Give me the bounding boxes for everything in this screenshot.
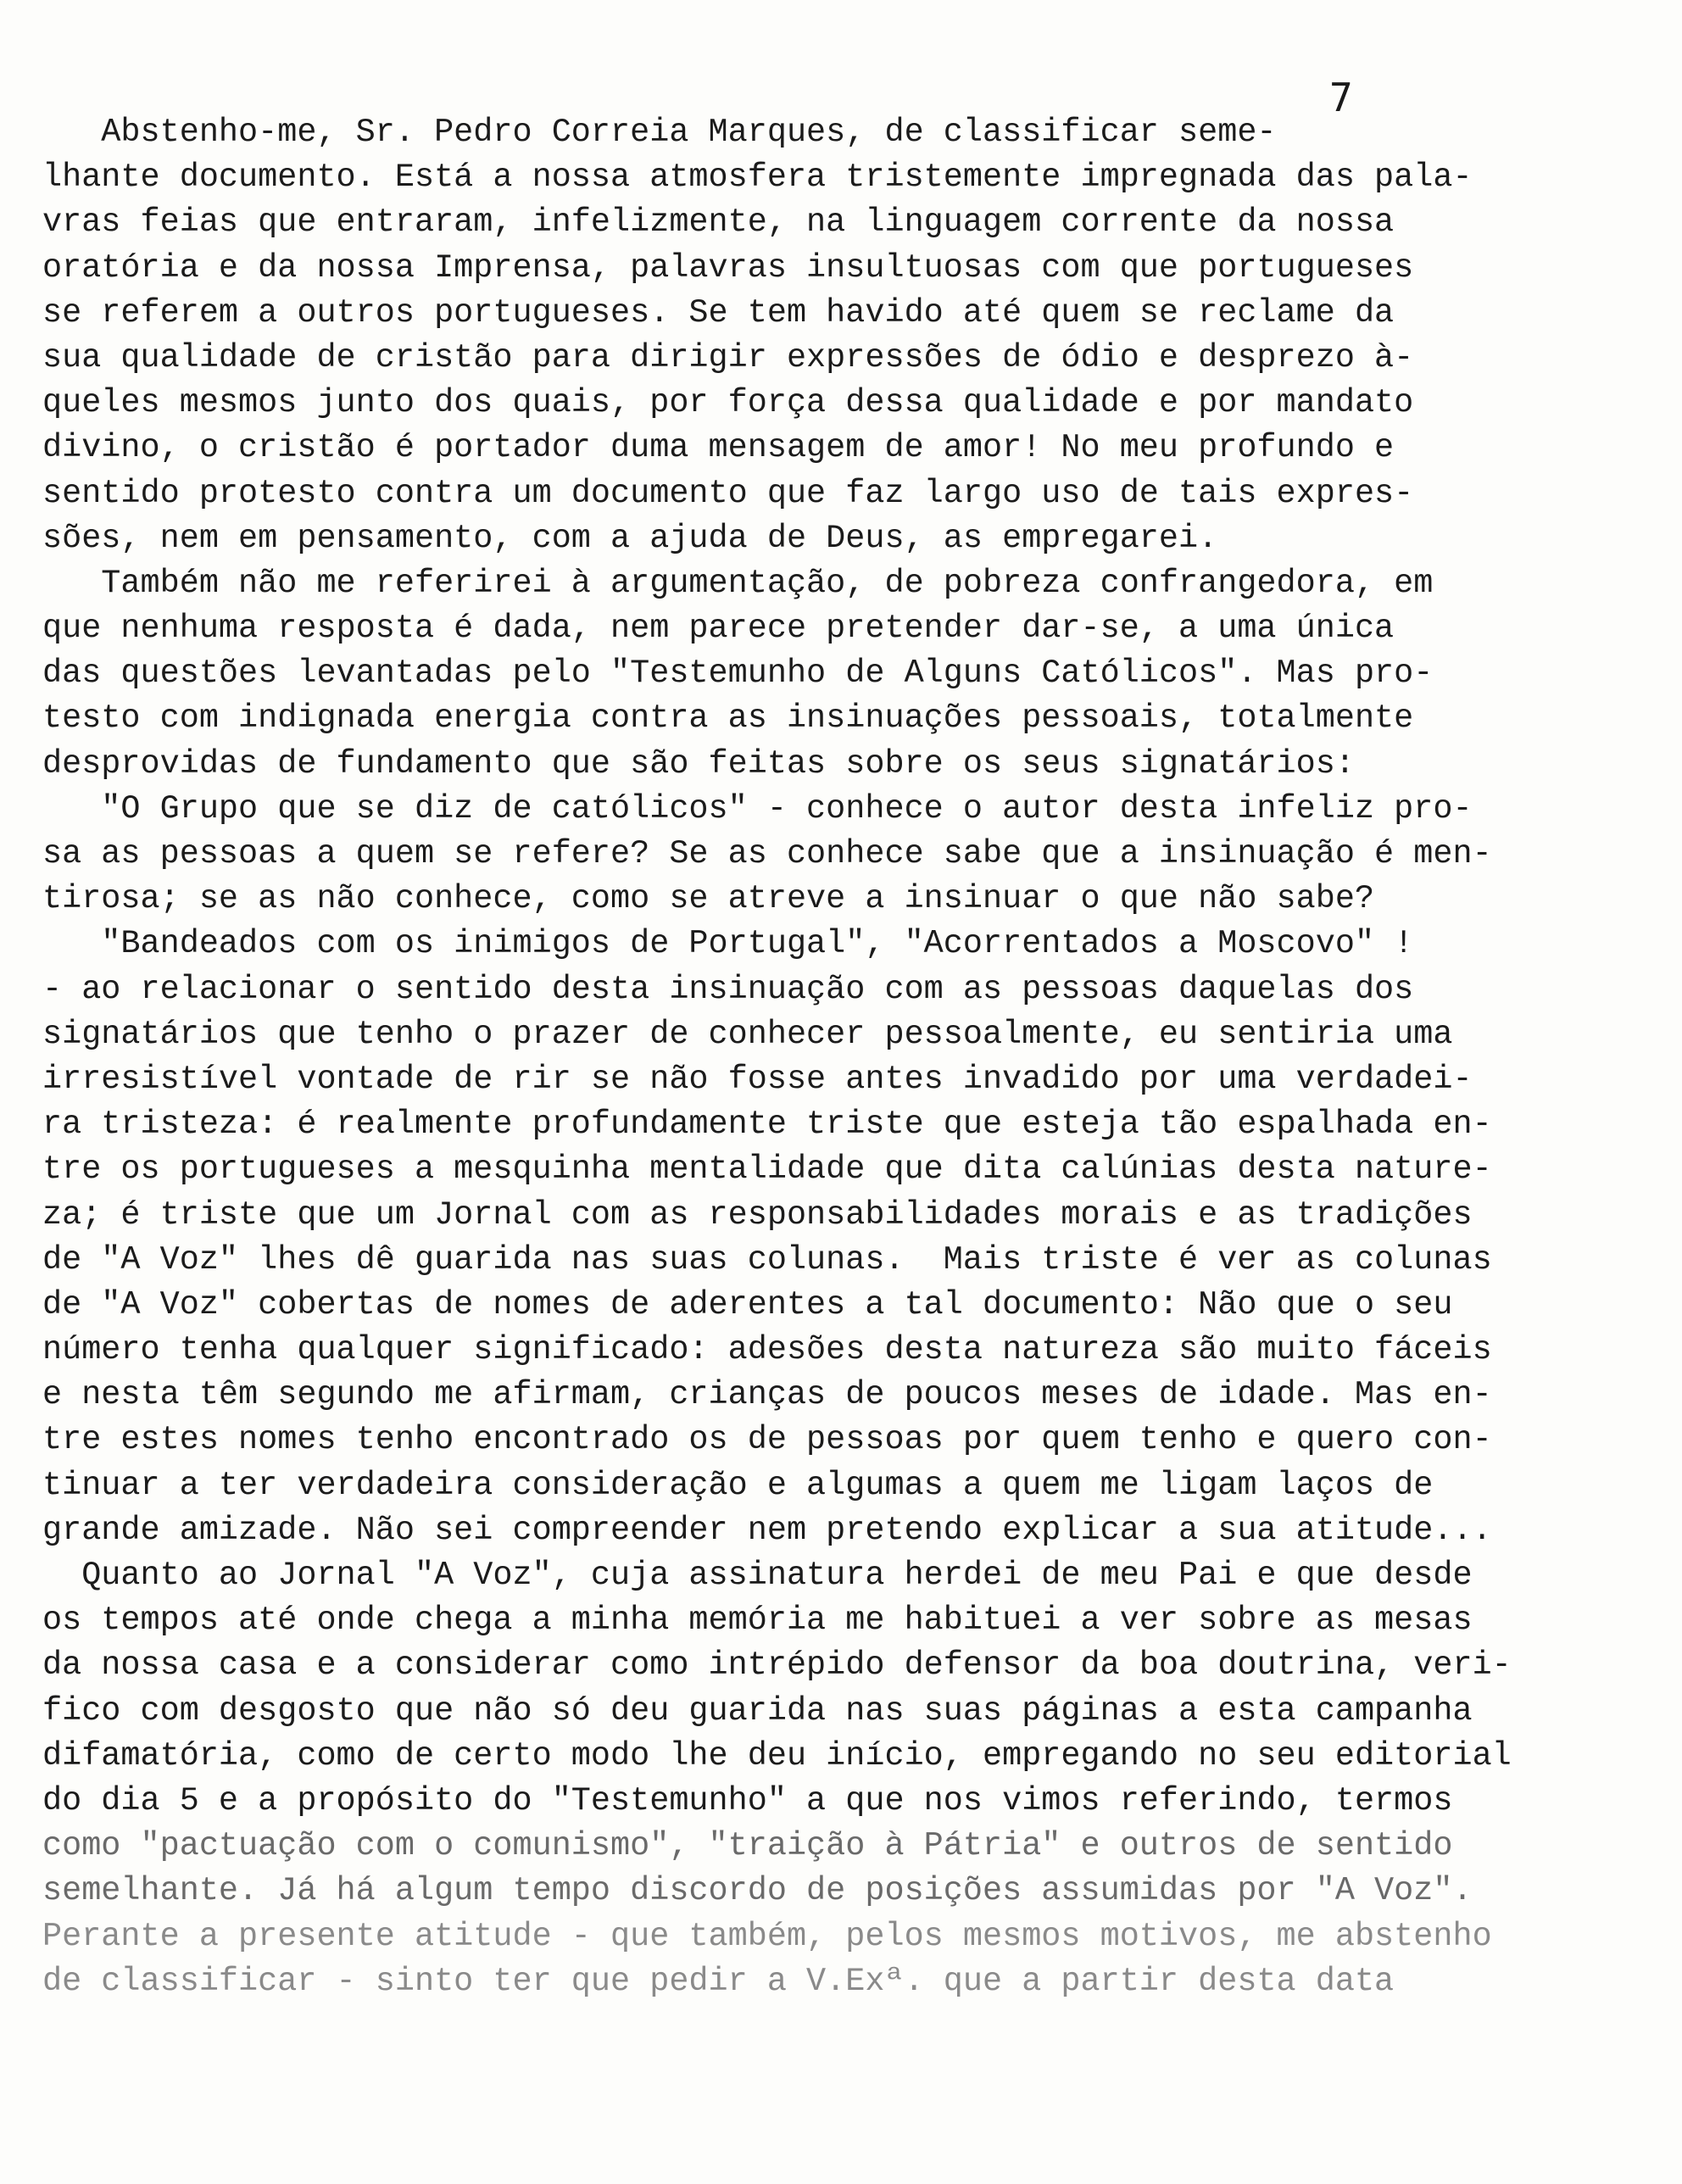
text-line: os tempos até onde chega a minha memória me habituei a ver sobre as mesas [42, 1602, 1473, 1640]
text-line: Perante a presente atitude - que também, pelos mesmos motivos, me abstenho [42, 1917, 1492, 1955]
text-line: sões, nem em pensamento, com a ajuda de Deus, as empregarei. [42, 519, 1218, 557]
text-line: queles mesmos junto dos quais, por força dessa qualidade e por mandato [42, 384, 1414, 422]
text-line: - ao relacionar o sentido desta insinuação com as pessoas daquelas dos [42, 970, 1414, 1008]
page-number: 7 [1329, 75, 1353, 120]
text-line: "Bandeados com os inimigos de Portugal", "Acorrentados a Moscovo" ! [42, 925, 1414, 963]
text-line: divino, o cristão é portador duma mensagem de amor! No meu profundo e [42, 429, 1395, 467]
text-line: tre os portugueses a mesquinha mentalidade que dita calúnias desta nature- [42, 1150, 1492, 1189]
text-line: za; é triste que um Jornal com as responsabilidades morais e as tradições [42, 1195, 1473, 1234]
text-line: tinuar a ter verdadeira consideração e algumas a quem me ligam laços de [42, 1466, 1434, 1504]
text-line: desprovidas de fundamento que são feitas sobre os seus signatários: [42, 744, 1355, 783]
text-line: vras feias que entraram, infelizmente, na linguagem corrente da nossa [42, 203, 1395, 242]
text-line: irresistível vontade de rir se não fosse antes invadido por uma verdadei- [42, 1060, 1473, 1098]
text-line: fico com desgosto que não só deu guarida nas suas páginas a esta campanha [42, 1691, 1473, 1730]
text-line: Abstenho-me, Sr. Pedro Correia Marques, de classificar seme- [42, 114, 1277, 151]
text-line: se referem a outros portugueses. Se tem havido até quem se reclame da [42, 293, 1395, 332]
text-line: do dia 5 e a propósito do "Testemunho" a que nos vimos referindo, termos [42, 1781, 1453, 1819]
text-line: sentido protesto contra um documento que faz largo uso de tais expres- [42, 474, 1414, 512]
letter-body [42, 110, 1534, 2004]
text-line: lhante documento. Está a nossa atmosfera tristemente impregnada das pala- [42, 159, 1473, 197]
text-line: oratória e da nossa Imprensa, palavras insultuosas com que portugueses [42, 248, 1414, 287]
text-line: sa as pessoas a quem se refere? Se as conhece sabe que a insinuação é men- [42, 835, 1492, 872]
text-line: de "A Voz" cobertas de nomes de aderentes a tal documento: Não que o seu [42, 1285, 1453, 1323]
text-line: de "A Voz" lhes dê guarida nas suas colunas. Mais triste é ver as colunas [42, 1240, 1492, 1279]
text-line: sua qualidade de cristão para dirigir expressões de ódio e desprezo à- [42, 338, 1414, 376]
text-line: das questões levantadas pelo "Testemunho de Alguns Católicos". Mas pro- [42, 655, 1434, 693]
text-line: de classificar - sinto ter que pedir a V.Exª. que a partir desta data [42, 1962, 1395, 2000]
text-line: tirosa; se as não conhece, como se atreve a insinuar o que não sabe? [42, 880, 1375, 918]
text-line: como "pactuação com o comunismo", "traição à Pátria" e outros de sentido [42, 1827, 1453, 1865]
text-line: "O Grupo que se diz de católicos" - conhece o autor desta infeliz pro- [42, 789, 1473, 827]
text-line: da nossa casa e a considerar como intrépido defensor da boa doutrina, veri- [42, 1646, 1512, 1685]
text-line: ra tristeza: é realmente profundamente triste que esteja tão espalhada en- [42, 1106, 1492, 1144]
text-line: Quanto ao Jornal "A Voz", cuja assinatura herdei de meu Pai e que desde [42, 1557, 1473, 1594]
text-line: tre estes nomes tenho encontrado os de pessoas por quem tenho e quero con- [42, 1421, 1492, 1459]
text-line: grande amizade. Não sei compreender nem pretendo explicar a sua atitude... [42, 1511, 1492, 1549]
text-line: Também não me referirei à argumentação, de pobreza confrangedora, em [42, 564, 1434, 602]
text-line: semelhante. Já há algum tempo discordo de posições assumidas por "A Voz". [42, 1872, 1473, 1910]
text-line: e nesta têm segundo me afirmam, crianças de poucos meses de idade. Mas en- [42, 1376, 1492, 1414]
text-line: difamatória, como de certo modo lhe deu início, empregando no seu editorial [42, 1736, 1512, 1774]
text-line: testo com indignada energia contra as insinuações pessoais, totalmente [42, 699, 1414, 738]
text-line: número tenha qualquer significado: adesões desta natureza são muito fáceis [42, 1331, 1492, 1369]
text-line: que nenhuma resposta é dada, nem parece pretender dar-se, a uma única [42, 610, 1395, 648]
text-line: signatários que tenho o prazer de conhecer pessoalmente, eu sentiria uma [42, 1015, 1453, 1053]
